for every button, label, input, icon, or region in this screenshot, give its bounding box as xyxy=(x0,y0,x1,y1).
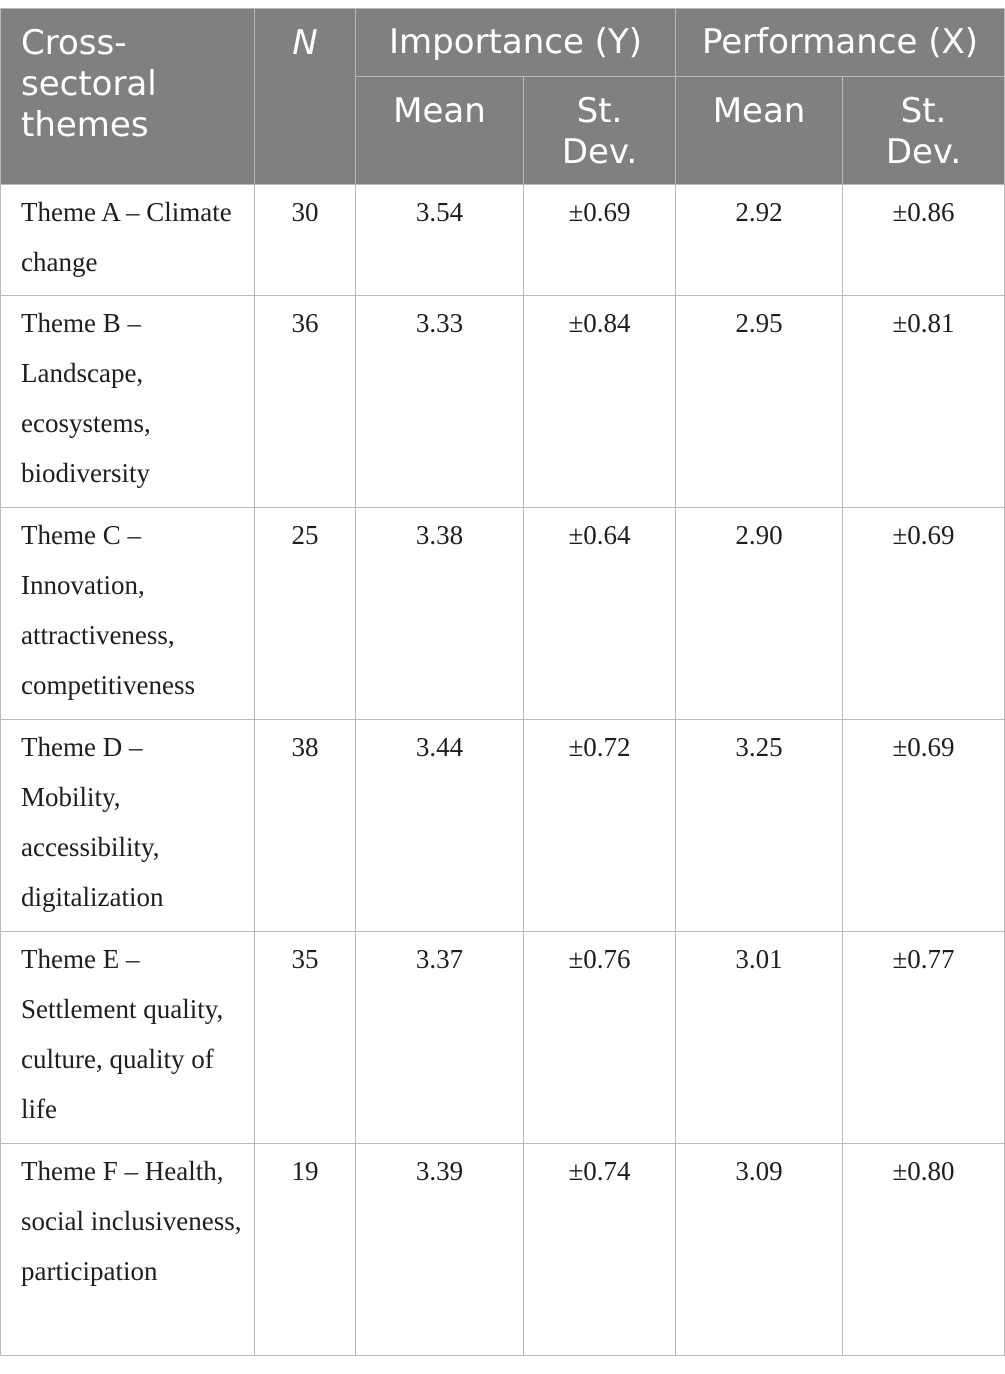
theme-cell: Theme E – Settlement quality, culture, quality of life xyxy=(1,932,255,1144)
n-cell: 36 xyxy=(255,296,356,508)
theme-cell: Theme A – Climate change xyxy=(1,185,255,296)
data-table xyxy=(0,8,1005,1356)
table-row xyxy=(1,508,1005,720)
importance-stdev-cell: ±0.74 xyxy=(524,1144,676,1356)
header-themes-line2: sectoral xyxy=(21,64,157,104)
performance-stdev-cell: ±0.69 xyxy=(843,508,1005,720)
importance-stdev-cell: ±0.76 xyxy=(524,932,676,1144)
performance-stdev-cell: ±0.77 xyxy=(843,932,1005,1144)
n-cell: 30 xyxy=(255,185,356,296)
header-performance: Performance (X) xyxy=(676,9,1005,77)
table-header xyxy=(1,9,1005,185)
performance-mean-cell: 3.25 xyxy=(676,720,843,932)
theme-cell: Theme C – Innovation, attractiveness, competitiveness xyxy=(1,508,255,720)
header-themes-line1: Cross- xyxy=(21,23,127,63)
theme-cell: Theme B – Landscape, ecosystems, biodiversity xyxy=(1,296,255,508)
table-row xyxy=(1,720,1005,932)
importance-mean-cell: 3.37 xyxy=(356,932,524,1144)
performance-mean-cell: 2.95 xyxy=(676,296,843,508)
performance-mean-cell: 3.01 xyxy=(676,932,843,1144)
table-row xyxy=(1,932,1005,1144)
table-row xyxy=(1,296,1005,508)
performance-stdev-cell: ±0.86 xyxy=(843,185,1005,296)
header-row-top xyxy=(1,9,1005,77)
importance-mean-cell: 3.44 xyxy=(356,720,524,932)
table-body xyxy=(1,185,1005,1356)
header-performance-stdev: St. Dev. xyxy=(843,77,1005,185)
n-cell: 19 xyxy=(255,1144,356,1356)
importance-stdev-cell: ±0.72 xyxy=(524,720,676,932)
table-row xyxy=(1,1144,1005,1356)
n-cell: 35 xyxy=(255,932,356,1144)
importance-mean-cell: 3.39 xyxy=(356,1144,524,1356)
performance-mean-cell: 3.09 xyxy=(676,1144,843,1356)
importance-mean-cell: 3.38 xyxy=(356,508,524,720)
performance-mean-cell: 2.90 xyxy=(676,508,843,720)
performance-stdev-cell: ±0.81 xyxy=(843,296,1005,508)
table-row xyxy=(1,185,1005,296)
importance-stdev-cell: ±0.69 xyxy=(524,185,676,296)
importance-stdev-cell: ±0.64 xyxy=(524,508,676,720)
importance-mean-cell: 3.33 xyxy=(356,296,524,508)
header-importance: Importance (Y) xyxy=(356,9,676,77)
header-performance-mean: Mean xyxy=(676,77,843,185)
header-themes xyxy=(1,9,255,185)
header-n: N xyxy=(255,9,356,185)
header-importance-stdev: St. Dev. xyxy=(524,77,676,185)
importance-stdev-cell: ±0.84 xyxy=(524,296,676,508)
importance-mean-cell: 3.54 xyxy=(356,185,524,296)
theme-cell: Theme D – Mobility, accessibility, digitalization xyxy=(1,720,255,932)
performance-stdev-cell: ±0.69 xyxy=(843,720,1005,932)
header-importance-mean: Mean xyxy=(356,77,524,185)
n-cell: 25 xyxy=(255,508,356,720)
performance-mean-cell: 2.92 xyxy=(676,185,843,296)
theme-cell: Theme F – Health, social inclusiveness, participation xyxy=(1,1144,255,1356)
header-themes-line3: themes xyxy=(21,105,149,145)
performance-stdev-cell: ±0.80 xyxy=(843,1144,1005,1356)
n-cell: 38 xyxy=(255,720,356,932)
